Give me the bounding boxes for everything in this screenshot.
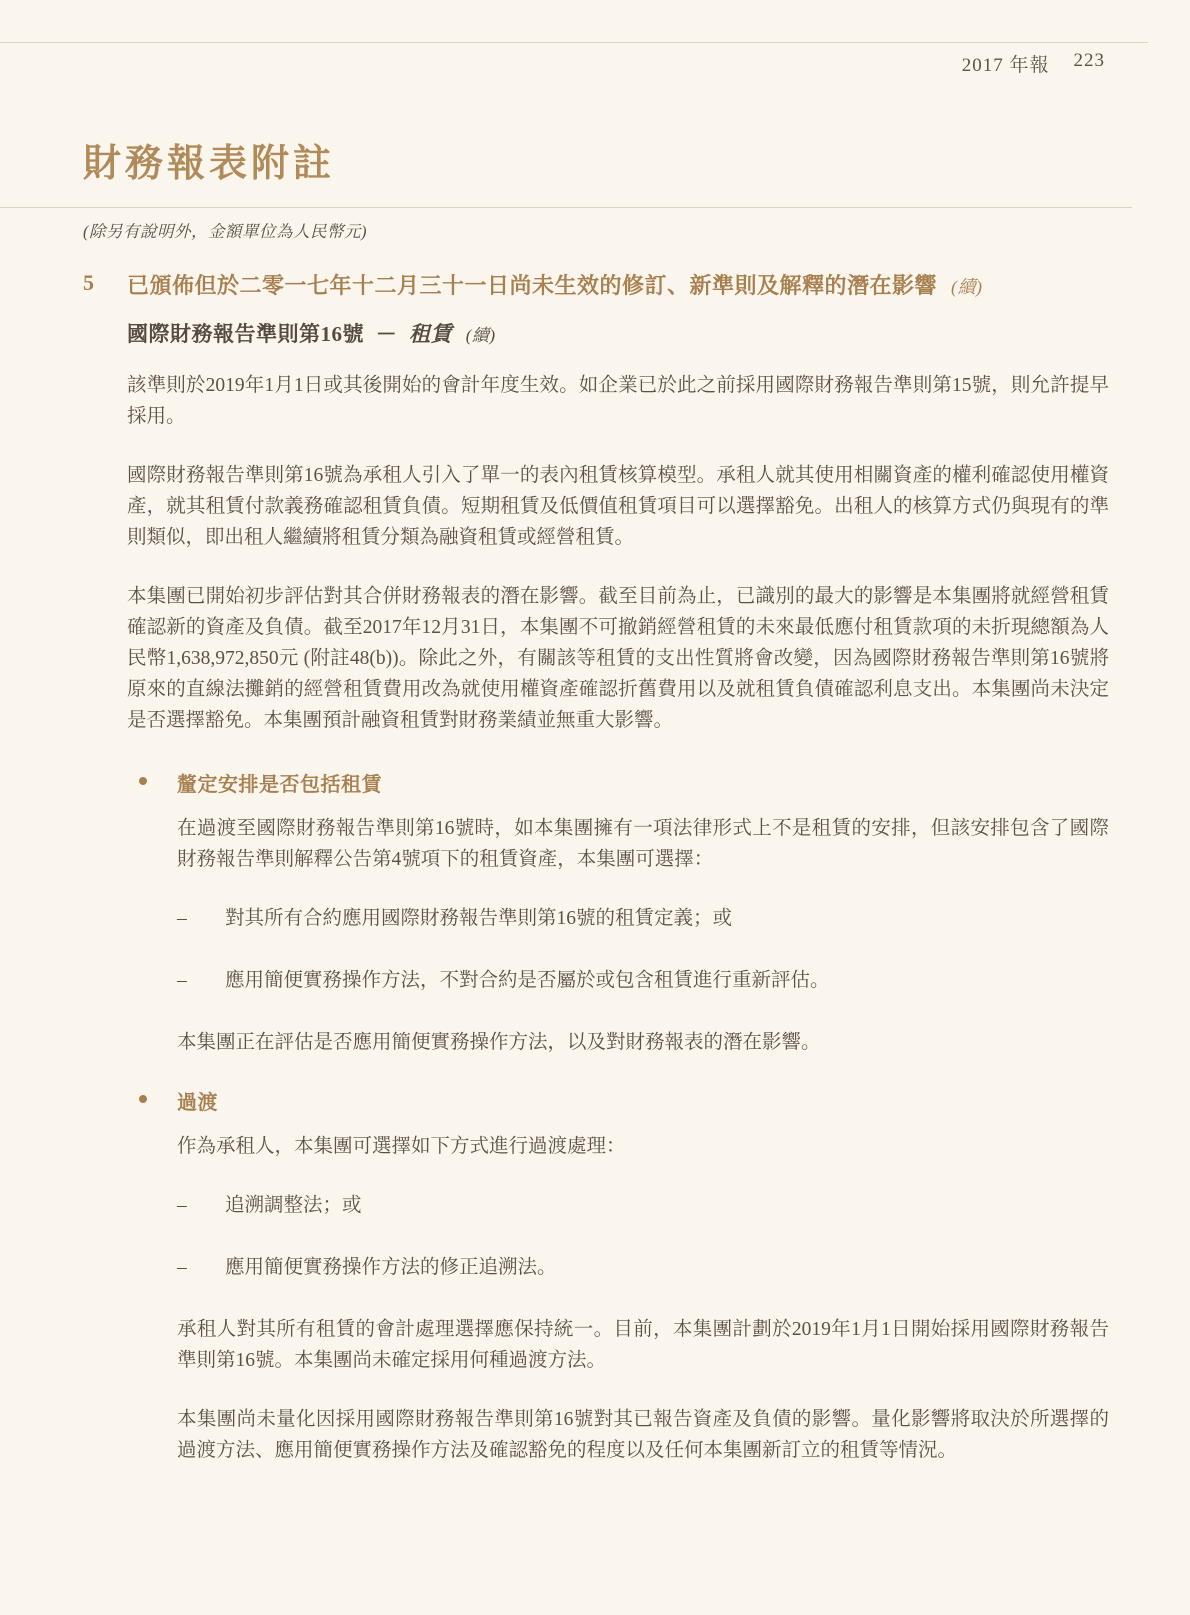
dash-list-item: [177, 903, 1109, 934]
paragraph: 國際財務報告準則第16號為承租人引入了單一的表內租賃核算模型。承租人就其使用相關資產的權利確認使用權資產，就其租賃付款義務確認租賃負債。短期租賃及低價值租賃項目可以選擇豁免。出租人的核算方式仍與現有的準則類似，即出租人繼續將租賃分類為融資租賃或經營租賃。: [127, 464, 1109, 548]
subsection-heading-italic: 租賃: [409, 321, 452, 346]
bullet-heading-text: 過渡: [177, 1091, 218, 1114]
subsection-heading-dash: －: [375, 321, 398, 346]
document-content: [83, 270, 1109, 1494]
paragraph: 該準則於2019年1月1日或其後開始的會計年度生效。如企業已於此之前採用國際財務報告準則第15號，則允許提早採用。: [127, 374, 1109, 427]
report-name: 2017 年報: [961, 55, 1050, 76]
section-title-text: 已頒佈但於二零一七年十二月三十一日尚未生效的修訂、新準則及解釋的潛在影響: [127, 273, 938, 298]
section-number: 5: [83, 270, 94, 295]
subsection-heading-prefix: 國際財務報告準則第16號: [127, 321, 364, 346]
page-number: 223: [1073, 50, 1105, 71]
dash-item-text: 應用簡便實務操作方法的修正追溯法。: [225, 1256, 557, 1278]
top-rule-line: [0, 42, 1148, 43]
dash-marker: –: [177, 907, 187, 929]
dash-marker: –: [177, 969, 187, 991]
dash-item-text: 追溯調整法；或: [225, 1194, 362, 1216]
paragraph: 本集團已開始初步評估對其合併財務報表的潛在影響。截至目前為止，已識別的最大的影響是本集團將就經營租賃確認新的資產及負債。截至2017年12月31日，本集團不可撤銷經營租賃的未來最低應付租賃款項的未折現總額為人民幣1,638,972,850元 (附註48(b))。除此之外，有關該等租賃的支出性質將會改變，因為國際財務報告準則第16號將原來的直線法攤銷的經營租賃費用改為就使用權資產確認折舊費用以及就租賃負債確認利息支出。本集團尚未決定是否選擇豁免。本集團預計融資租賃對財務業績並無重大影響。: [127, 585, 1109, 731]
bullet-closing-paragraph: 本集團正在評估是否應用簡便實務操作方法，以及對財務報表的潛在影響。: [177, 1031, 821, 1053]
bullet-closing-paragraph: 本集團尚未量化因採用國際財務報告準則第16號對其已報告資產及負債的影響。量化影響將取決於所選擇的過渡方法、應用簡便實務操作方法及確認豁免的程度以及任何本集團新訂立的租賃等情況。: [177, 1408, 1109, 1461]
bullet-intro-paragraph: 作為承租人，本集團可選擇如下方式進行過渡處理：: [177, 1135, 626, 1157]
bullet-intro-paragraph: 在過渡至國際財務報告準則第16號時，如本集團擁有一項法律形式上不是租賃的安排，但該安排包含了國際財務報告準則解釋公告第4號項下的租賃資產，本集團可選擇：: [177, 817, 1109, 870]
dash-item-text: 應用簡便實務操作方法，不對合約是否屬於或包含租賃進行重新評估。: [225, 969, 830, 991]
subsection-heading-continued: (續): [465, 325, 496, 345]
dash-item-text: 對其所有合約應用國際財務報告準則第16號的租賃定義；或: [225, 907, 733, 929]
page-header: [962, 50, 1105, 77]
document-title: 財務報表附註: [83, 143, 336, 185]
subsection-heading: [127, 318, 1109, 348]
title-rule-line: [0, 207, 1132, 208]
bullet-closing-paragraph: 承租人對其所有租賃的會計處理選擇應保持統一。目前，本集團計劃於2019年1月1日開始採用國際財務報告準則第16號。本集團尚未確定採用何種過渡方法。: [177, 1318, 1109, 1371]
section-title-continued: (續): [951, 277, 983, 297]
dash-marker: –: [177, 1256, 187, 1278]
bullet-dot-icon: [139, 1095, 147, 1103]
currency-unit-note: (除另有說明外，金額單位為人民幣元): [83, 222, 367, 241]
section-header: [83, 270, 1109, 302]
bullet-section-lease-determination: [177, 768, 1109, 1058]
bullet-heading: [177, 1086, 1109, 1115]
bullet-heading: [177, 768, 1109, 797]
dash-list-item: [177, 1190, 1109, 1221]
bullet-heading-text: 釐定安排是否包括租賃: [177, 773, 382, 796]
bullet-dot-icon: [139, 777, 147, 785]
section-body: [127, 318, 1109, 1466]
dash-marker: –: [177, 1194, 187, 1216]
dash-list-item: [177, 965, 1109, 996]
section-title: [127, 270, 1109, 302]
bullet-section-transition: [177, 1086, 1109, 1466]
dash-list-item: [177, 1252, 1109, 1283]
